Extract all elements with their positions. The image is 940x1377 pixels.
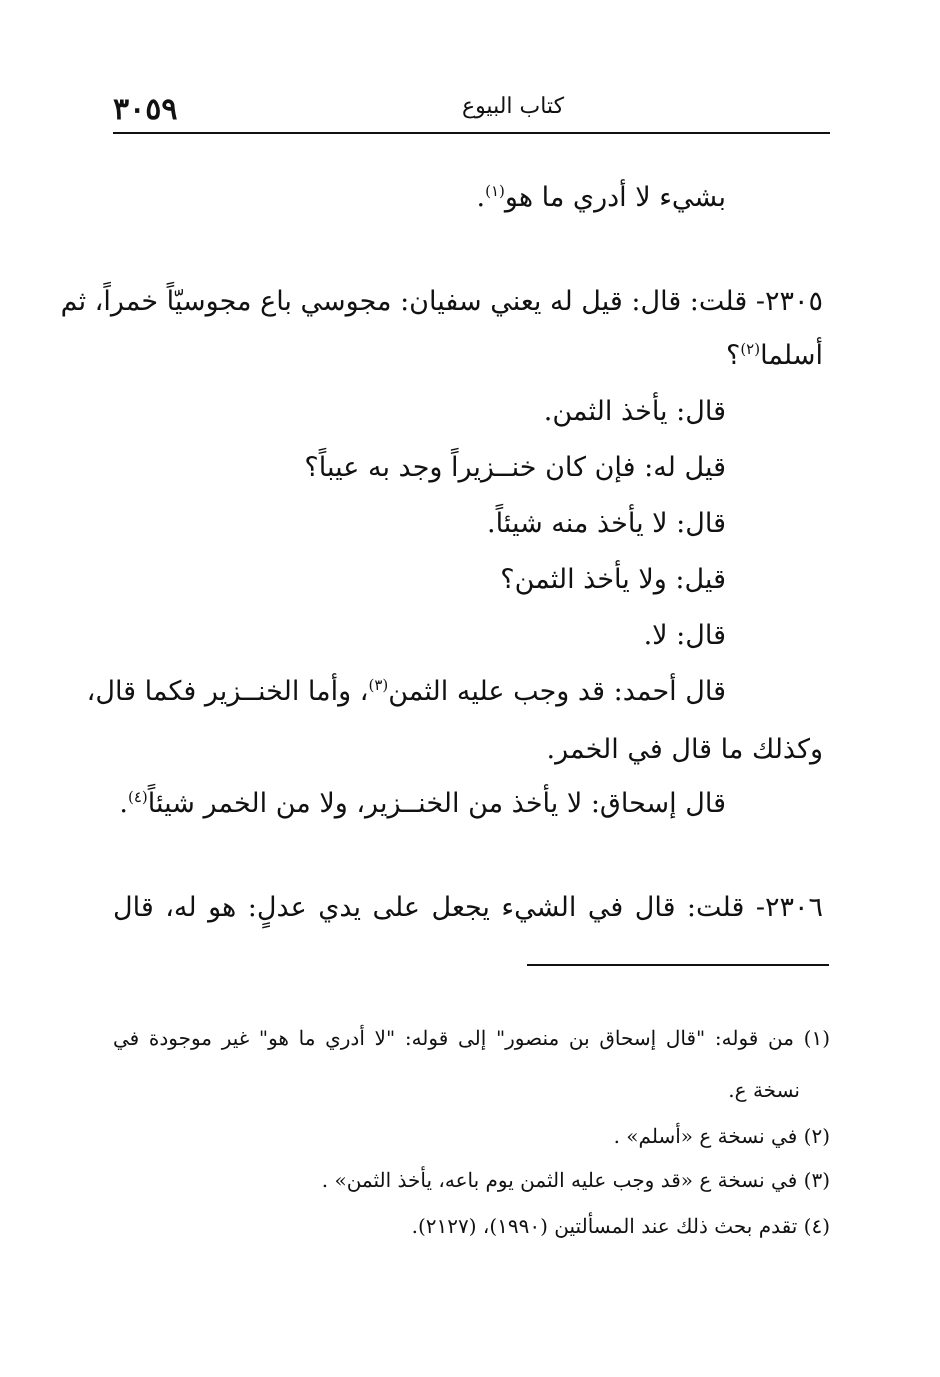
text-line: قيل له: فإن كان خنــزيراً وجد به عيباً؟: [304, 452, 726, 483]
text-line: قال: يأخذ الثمن.: [543, 396, 726, 427]
text-line: قيل: ولا يأخذ الثمن؟: [500, 564, 726, 595]
page-header: [113, 90, 830, 130]
text-line: وكذلك ما قال في الخمر.: [546, 734, 823, 765]
footnote-4: (٤) تقدم بحث ذلك عند المسألتين (١٩٩٠)، (٢١٢٧).: [411, 1214, 830, 1238]
footnote-3: (٣) في نسخة ع «قد وجب عليه الثمن يوم باعه، يأخذ الثمن» .: [321, 1168, 830, 1192]
footnote-1-continued: نسخة ع.: [728, 1078, 800, 1102]
text-line: قال: لا يأخذ منه شيئاً.: [487, 508, 726, 539]
footnote-ref: (٤): [127, 788, 148, 806]
text-line: قال أحمد: قد وجب عليه الثمن$^{(٣)}$، وأما الخنــزير فكما قال،: [86, 676, 726, 707]
text-line: أسلما$^{(٢)}$؟: [725, 340, 823, 371]
footnote-rule: [527, 964, 829, 966]
header-rule: [113, 132, 830, 134]
page-number: ٣٠٥٩: [113, 92, 178, 127]
footnote-ref: (٢): [740, 340, 761, 358]
footnote-2: (٢) في نسخة ع «أسلم» .: [613, 1124, 830, 1148]
text-line: قال إسحاق: لا يأخذ من الخنــزير، ولا من الخمر شيئاً$^{(٤)}$.: [119, 788, 726, 819]
running-title: كتاب البيوع: [461, 94, 565, 119]
issue-2306-line: ٢٣٠٦- قلت: قال في الشيء يجعل على يدي عدلٍ: هو له، قال: [113, 892, 823, 923]
footnote-ref: (٣): [368, 676, 389, 694]
footnote-ref: (١): [485, 182, 505, 200]
footnote-1: (١) من قوله: "قال إسحاق بن منصور" إلى قوله: "لا أدري ما هو" غير موجودة في: [113, 1026, 830, 1050]
text-line: قال: لا.: [643, 620, 726, 651]
text-line: بشيء لا أدري ما هو$^{(١)}$.: [476, 182, 726, 213]
issue-2305-line: ٢٣٠٥- قلت: قال: قيل له يعني سفيان: مجوسي باع مجوسيّاً خمراً، ثم: [60, 286, 823, 317]
